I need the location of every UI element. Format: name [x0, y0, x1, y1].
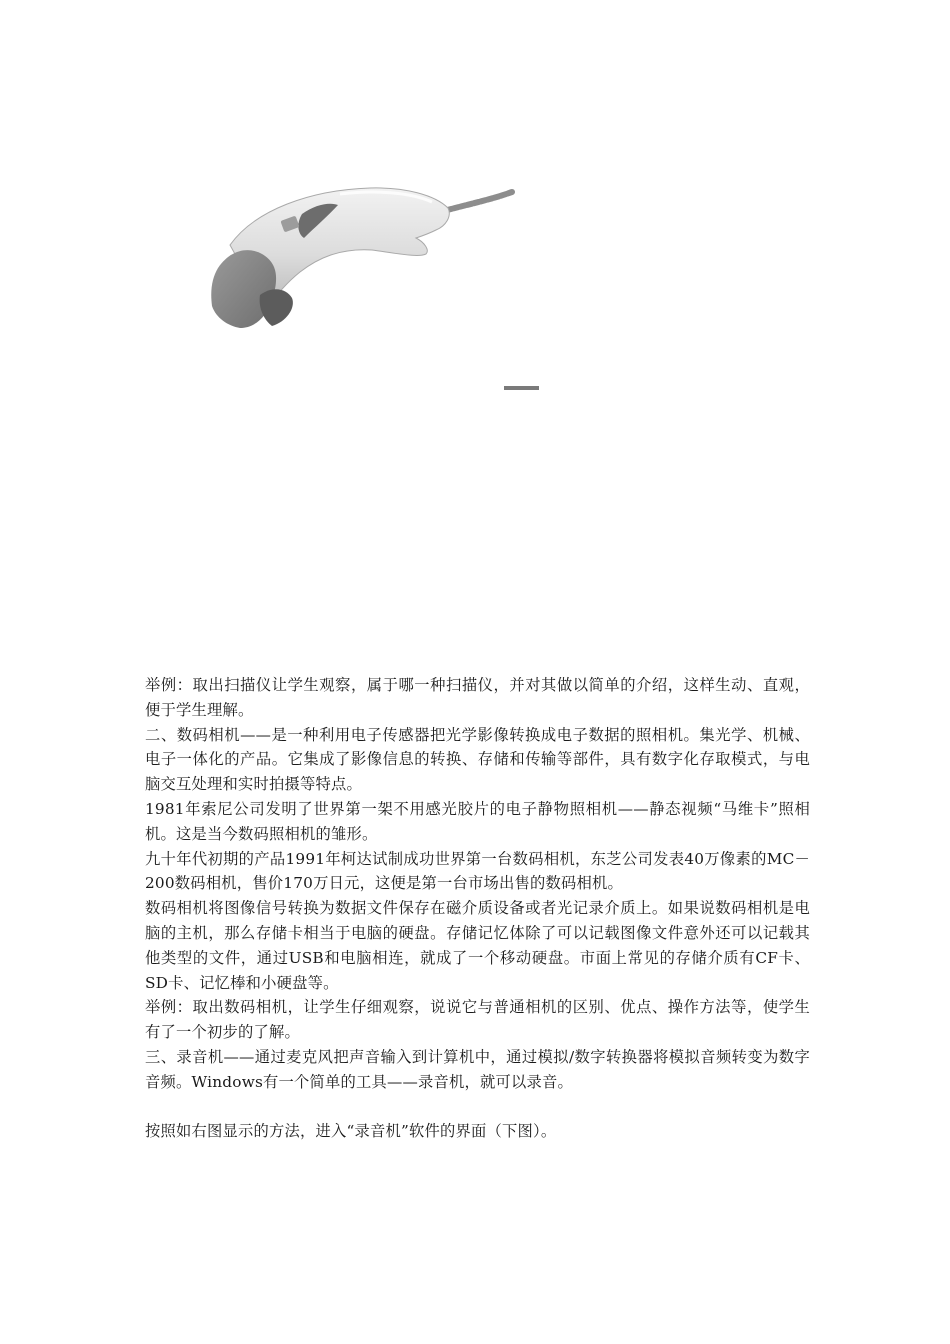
paragraph-final: 按照如右图显示的方法，进入“录音机”软件的界面（下图）。: [145, 1122, 557, 1141]
body-text: [145, 673, 810, 1144]
barcode-scanner-figure: [200, 150, 530, 380]
blank-line: [145, 1095, 810, 1120]
paragraph: 数码相机将图像信号转换为数据文件保存在磁介质设备或者光记录介质上。如果说数码相机是电脑的主机，那么存储卡相当于电脑的硬盘。存储记忆体除了可以记载图像文件意外还可以记载其他类型的文件，通过USB和电脑相连，就成了一个移动硬盘。市面上常见的存储介质有CF卡、SD卡、记忆棒和小硬盘等。: [145, 899, 810, 992]
barcode-scanner-image: [200, 150, 530, 380]
paragraph: 1981年索尼公司发明了世界第一架不用感光胶片的电子静物照相机——静态视频“马维卡”照相机。这是当今数码照相机的雏形。: [145, 799, 810, 843]
paragraph: 举例：取出扫描仪让学生观察，属于哪一种扫描仪，并对其做以简单的介绍，这样生动、直观，便于学生理解。: [145, 676, 810, 719]
divider-dash: [504, 386, 539, 390]
paragraph: 九十年代初期的产品1991年柯达试制成功世界第一台数码相机，东芝公司发表40万像素的MC－200数码相机，售价170万日元，这便是第一台市场出售的数码相机。: [145, 849, 810, 893]
paragraph: 二、数码相机——是一种利用电子传感器把光学影像转换成电子数据的照相机。集光学、机械、电子一体化的产品。它集成了影像信息的转换、存储和传输等部件，具有数字化存取模式，与电脑交互处理和实时拍摄等特点。: [145, 725, 810, 794]
paragraph: 三、录音机——通过麦克风把声音输入到计算机中，通过模拟/数字转换器将模拟音频转变为数字音频。Windows有一个简单的工具——录音机，就可以录音。: [145, 1047, 810, 1091]
paragraph: 举例：取出数码相机，让学生仔细观察，说说它与普通相机的区别、优点、操作方法等，使学生有了一个初步的了解。: [145, 998, 810, 1042]
